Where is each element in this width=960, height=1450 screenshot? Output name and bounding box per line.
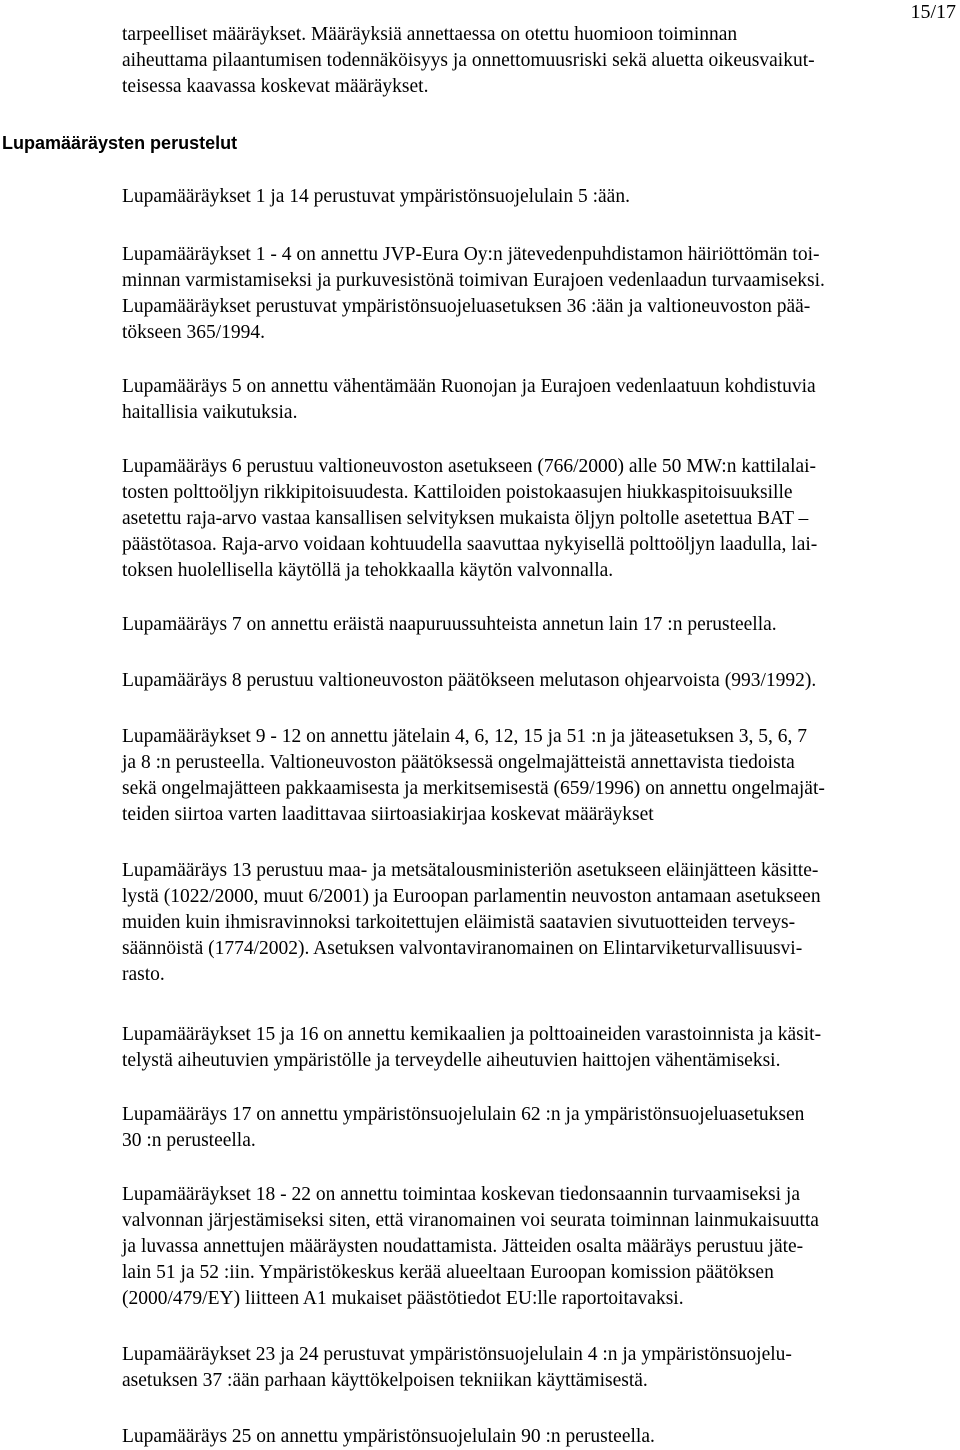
text-line: ja 8 :n perusteella. Valtioneuvoston päätöksessä ongelmajätteistä annettavista tiedoista bbox=[122, 752, 795, 773]
paragraph bbox=[122, 454, 954, 584]
text-line: minnan varmistamiseksi ja purkuvesistönä toimivan Eurajoen vedenlaadun turvaamiseksi. bbox=[122, 270, 825, 291]
text-line: teiden siirtoa varten laadittavaa siirtoasiakirjaa koskevat määräykset bbox=[122, 804, 654, 825]
paragraph bbox=[122, 1022, 954, 1074]
text-line: rasto. bbox=[122, 964, 165, 985]
paragraph bbox=[122, 1424, 954, 1450]
text-line: asetuksen 37 :ään parhaan käyttökelpoisen tekniikan käyttämisestä. bbox=[122, 1370, 648, 1391]
text-line: telystä aiheutuvien ympäristölle ja terveydelle aiheutuvien haittojen vähentämiseksi. bbox=[122, 1050, 781, 1071]
text-line: ja luvassa annettujen määräysten noudattamista. Jätteiden osalta määräys perustuu jäte- bbox=[122, 1236, 804, 1257]
paragraph bbox=[122, 1342, 954, 1394]
text-line: Lupamääräykset 23 ja 24 perustuvat ympäristönsuojelulain 4 :n ja ympäristönsuojelu- bbox=[122, 1344, 792, 1365]
text-line: tökseen 365/1994. bbox=[122, 322, 265, 343]
text-line: säännöistä (1774/2002). Asetuksen valvontaviranomainen on Elintarviketurvallisuusvi- bbox=[122, 938, 803, 959]
paragraph bbox=[122, 612, 954, 638]
text-line: tosten polttoöljyn rikkipitoisuudesta. Kattiloiden poistokaasujen hiukkaspitoisuuksille bbox=[122, 482, 793, 503]
text-line: Lupamääräykset 18 - 22 on annettu toimintaa koskevan tiedonsaannin turvaamiseksi ja bbox=[122, 1184, 800, 1205]
text-line: asetettu raja-arvo vastaa kansallisen selvityksen mukaista öljyn poltolle asetettua BAT – bbox=[122, 508, 809, 529]
paragraph bbox=[122, 858, 954, 988]
text-line: päästötasoa. Raja-arvo voidaan kohtuudella saavuttaa nykyisellä polttoöljyn laadulla, lai- bbox=[122, 534, 818, 555]
paragraph bbox=[122, 1182, 954, 1312]
text-line: valvonnan järjestämiseksi siten, että viranomainen voi seurata toiminnan lainmukaisuutta bbox=[122, 1210, 819, 1231]
intro-lines bbox=[122, 22, 954, 100]
text-line: Lupamääräykset 1 - 4 on annettu JVP-Eura Oy:n jätevedenpuhdistamon häiriöttömän toi- bbox=[122, 244, 820, 265]
text-line: Lupamääräys 8 perustuu valtioneuvoston päätökseen melutason ohjearvoista (993/1992). bbox=[122, 670, 817, 691]
text-line: Lupamääräys 17 on annettu ympäristönsuojelulain 62 :n ja ympäristönsuojeluasetuksen bbox=[122, 1104, 805, 1125]
text-line: teisessa kaavassa koskevat määräykset. bbox=[122, 76, 429, 97]
paragraph bbox=[122, 668, 954, 694]
text-line: Lupamääräys 25 on annettu ympäristönsuojelulain 90 :n perusteella. bbox=[122, 1426, 655, 1447]
text-line: sekä ongelmajätteen pakkaamisesta ja merkitsemisestä (659/1996) on annettu ongelmajät- bbox=[122, 778, 825, 799]
text-line: haitallisia vaikutuksia. bbox=[122, 402, 298, 423]
section-heading: Lupamääräysten perustelut bbox=[2, 133, 238, 153]
page-number: 15/17 bbox=[910, 1, 956, 23]
text-line: Lupamääräykset 15 ja 16 on annettu kemikaalien ja polttoaineiden varastoinnista ja käsit- bbox=[122, 1024, 822, 1045]
text-line: Lupamääräys 7 on annettu eräistä naapuruussuhteista annetun lain 17 :n perusteella. bbox=[122, 614, 777, 635]
paragraph bbox=[122, 242, 954, 346]
text-line: Lupamääräys 6 perustuu valtioneuvoston asetukseen (766/2000) alle 50 MW:n kattilalai- bbox=[122, 456, 817, 477]
text-line: aiheuttama pilaantumisen todennäköisyys ja onnettomuusriski sekä aluetta oikeusvaikut- bbox=[122, 50, 815, 71]
text-line: lystä (1022/2000, muut 6/2001) ja Euroopan parlamentin neuvoston antamaan asetukseen bbox=[122, 886, 821, 907]
text-line: (2000/479/EY) liitteen A1 mukaiset päästötiedot EU:lle raportoitavaksi. bbox=[122, 1288, 684, 1309]
text-line: Lupamääräykset 9 - 12 on annettu jätelain 4, 6, 12, 15 ja 51 :n ja jäteasetuksen 3, 5, 6, 7 bbox=[122, 726, 808, 747]
text-line: toksen huolellisella käytöllä ja tehokkaalla käytön valvonnalla. bbox=[122, 560, 614, 581]
paragraph bbox=[122, 374, 954, 426]
text-line: Lupamääräys 13 perustuu maa- ja metsätalousministeriön asetukseen eläinjätteen käsitte- bbox=[122, 860, 819, 881]
text-line: Lupamääräykset 1 ja 14 perustuvat ympäristönsuojelulain 5 :ään. bbox=[122, 186, 630, 207]
paragraph bbox=[122, 724, 954, 828]
text-line: lain 51 ja 52 :iin. Ympäristökeskus kerää alueeltaan Euroopan komission päätöksen bbox=[122, 1262, 774, 1283]
text-line: Lupamääräys 5 on annettu vähentämään Ruonojan ja Eurajoen vedenlaatuun kohdistuvia bbox=[122, 376, 816, 397]
text-line: muiden kuin ihmisravinnoksi tarkoitettujen eläimistä saatavien sivutuotteiden terveys- bbox=[122, 912, 796, 933]
text-line: 30 :n perusteella. bbox=[122, 1130, 256, 1151]
paragraph bbox=[122, 1102, 954, 1154]
text-line: Lupamääräykset perustuvat ympäristönsuojeluasetuksen 36 :ään ja valtioneuvoston pää- bbox=[122, 296, 811, 317]
intro-paragraph bbox=[122, 22, 954, 100]
text-line: tarpeelliset määräykset. Määräyksiä annettaessa on otettu huomioon toiminnan bbox=[122, 24, 738, 45]
paragraph bbox=[122, 184, 954, 210]
body-paragraphs bbox=[122, 184, 954, 1450]
